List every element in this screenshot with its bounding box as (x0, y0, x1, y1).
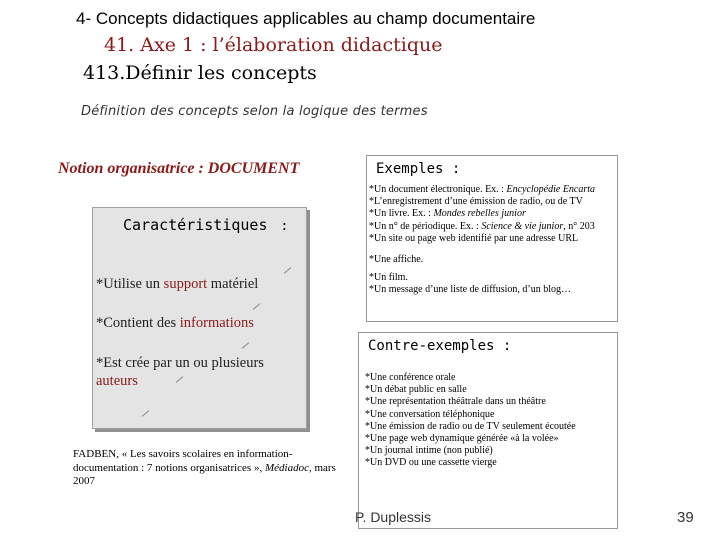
characteristic-keyword: auteurs (96, 373, 138, 389)
list-item: *Une conférence orale (365, 372, 456, 383)
list-item: *Une page web dynamique générée «à la volée» (365, 433, 559, 445)
characteristic-text: *Contient des (96, 315, 180, 331)
list-item: *Un message d’une liste de diffusion, d’un blog… (369, 284, 572, 296)
characteristic-item (96, 315, 254, 332)
characteristic-text: *Est crée par un ou plusieurs (96, 355, 264, 371)
list-item: *Un DVD ou une cassette vierge (365, 457, 497, 469)
list-item-title: Encyclopédie Encarta (506, 184, 596, 195)
page-number: 39 (677, 509, 694, 526)
list-item: *Un débat public en salle (365, 384, 467, 396)
characteristic-keyword: informations (179, 315, 254, 331)
counter-examples-list (365, 372, 615, 470)
notion-label: Notion organisatrice : DOCUMENT (58, 160, 300, 177)
characteristics-title-colon: : (280, 219, 289, 234)
characteristic-item (96, 276, 258, 293)
characteristics-title (123, 216, 288, 234)
characteristic-text: matériel (207, 276, 259, 292)
list-item-title: Mondes rebelles junior (433, 208, 526, 220)
reference-date: , mars 2007 (73, 461, 336, 487)
examples-title: Exemples : (376, 161, 461, 177)
list-item-text: *Un livre. Ex. : (369, 208, 434, 220)
list-item: *Une conversation téléphonique (365, 408, 495, 420)
examples-list (369, 184, 614, 297)
subsection-heading: 41. Axe 1 : l’élaboration didactique (104, 34, 443, 56)
page-subtitle: Définition des concepts selon la logique des termes (81, 104, 428, 119)
list-item: *L’enregistrement d’une émission de radio, ou de TV (369, 196, 583, 208)
page-title: 413.Définir les concepts (83, 62, 317, 84)
list-item: *Une représentation théâtrale dans un théâtre (365, 396, 546, 408)
reference-text: , « Les savoirs scolaires en information-documentation : 7 notions organisatrices », (73, 448, 293, 474)
list-item: *Une émission de radio ou de TV seulement écoutée (365, 420, 576, 432)
footer-author: P. Duplessis (355, 509, 432, 525)
list-item: *Un journal intime (non publié) (365, 445, 493, 457)
list-item (369, 208, 614, 220)
counter-examples-title: Contre-exemples : (368, 338, 512, 354)
section-heading: 4- Concepts didactiques applicables au champ documentaire (76, 9, 536, 28)
list-item-text: *Un n° de périodique. Ex. : (369, 220, 482, 232)
list-item-text: , n° 203 (563, 220, 595, 232)
list-item (369, 221, 614, 233)
list-item (369, 184, 614, 196)
list-item: *Un site ou page web identifié par une adresse URL (369, 232, 579, 244)
list-item: *Une affiche. (369, 254, 424, 266)
reference-journal: Médiadoc (264, 461, 309, 474)
characteristic-item (96, 354, 308, 390)
list-item-title: Science & vie junior (481, 220, 564, 232)
list-item-text: *Un document électronique. Ex. : (369, 184, 507, 195)
reference-author: FADBEN (73, 448, 117, 460)
bibliographic-reference (73, 448, 338, 489)
characteristics-title-text: Caractéristiques (123, 216, 268, 234)
characteristic-text: *Utilise un (96, 276, 164, 292)
list-item: *Un film. (369, 272, 408, 284)
characteristic-keyword: support (163, 276, 208, 292)
